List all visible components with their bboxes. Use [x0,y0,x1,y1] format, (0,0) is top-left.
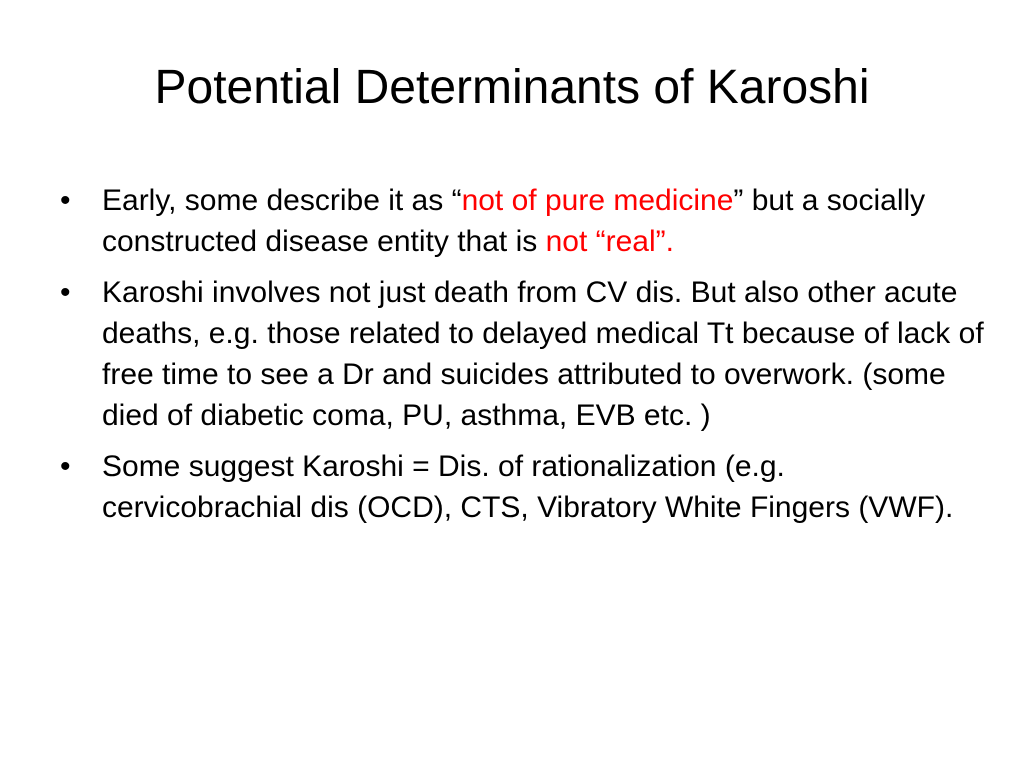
bullet-3-text: Some suggest Karoshi = Dis. of rationalization (e.g. cervicobrachial dis (OCD), CTS, Vibratory White Fingers (VWF). [102,450,954,524]
bullet-marker: • [60,184,71,217]
bullet-marker: • [60,450,71,483]
bullet-item-1 [60,180,990,262]
bullet-1-highlight-not-real: not “real”. [545,225,674,258]
bullet-2-text: Karoshi involves not just death from CV dis. But also other acute deaths, e.g. those related to delayed medical Tt because of lack of free time to see a Dr and suicides attributed to overwork. (some died of diabetic coma, PU, asthma, EVB etc. ) [102,276,984,432]
bullet-1-text-b: ” but a socially constructed disease entity that is [102,184,926,258]
bullet-item-3 [60,446,990,528]
bullet-1-text-a: Early, some describe it as “ [102,184,462,217]
bullet-1-highlight-not-of-pure-medicine: not of pure medicine [461,184,734,217]
bullet-list [60,180,990,538]
bullet-marker: • [60,276,71,309]
slide-title: Potential Determinants of Karoshi [154,61,870,114]
bullet-item-2 [60,272,990,436]
